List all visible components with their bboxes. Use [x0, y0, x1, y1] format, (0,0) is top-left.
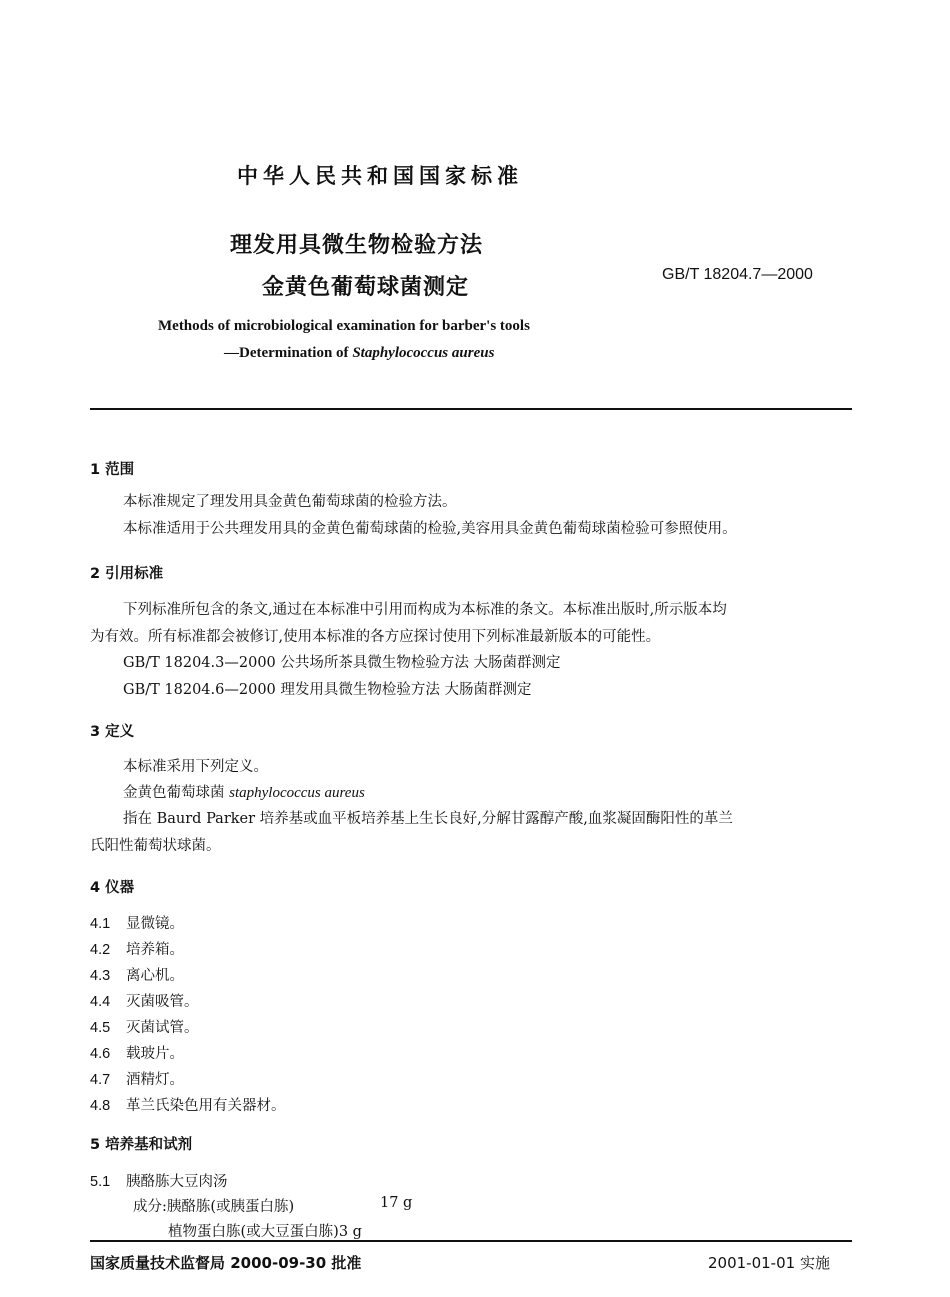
section-3-heading: 3 定义: [90, 724, 135, 740]
instrument-item: [90, 912, 184, 933]
national-standard-title: 中华人民共和国国家标准: [237, 164, 523, 188]
instrument-item: [90, 938, 184, 959]
section-2-paragraph-line2: 为有效。所有标准都会被修订,使用本标准的各方应探讨使用下列标准最新版本的可能性。: [90, 629, 661, 645]
instrument-item: [90, 990, 199, 1011]
approval-date: 国家质量技术监督局 2000-09-30 批准: [90, 1254, 362, 1272]
instrument-text: 酒精灯。: [126, 1072, 184, 1088]
instrument-text: 灭菌试管。: [126, 1020, 199, 1036]
instrument-number: 4.2: [90, 942, 111, 958]
term-line: [123, 781, 365, 802]
instrument-text: 培养箱。: [126, 942, 184, 958]
reference-1: GB/T 18204.3—2000 公共场所茶具微生物检验方法 大肠菌群测定: [123, 655, 561, 671]
instrument-text: 载玻片。: [126, 1046, 184, 1062]
instrument-item: [90, 1094, 286, 1115]
term-chinese: 金黄色葡萄球菌: [123, 785, 230, 801]
instrument-item: [90, 1068, 184, 1089]
section-1-heading: 1 范围: [90, 462, 135, 478]
header-rule: [90, 408, 852, 410]
reference-2: GB/T 18204.6—2000 理发用具微生物检验方法 大肠菌群测定: [123, 682, 532, 698]
instrument-item: [90, 1042, 184, 1063]
section-1-paragraph-1: 本标准规定了理发用具金黄色葡萄球菌的检验方法。: [123, 494, 457, 510]
component-2-amount: 3 g: [338, 1224, 362, 1240]
section-5-heading: 5 培养基和试剂: [90, 1137, 193, 1153]
instrument-text: 离心机。: [126, 968, 184, 984]
section-4-heading: 4 仪器: [90, 880, 135, 896]
document-title-line1: 理发用具微生物检验方法: [230, 233, 484, 258]
instrument-text: 灭菌吸管。: [126, 994, 199, 1010]
standard-number: GB/T 18204.7—2000: [662, 266, 813, 283]
section-2-heading: 2 引用标准: [90, 566, 164, 582]
section-3-paragraph-1: 本标准采用下列定义。: [123, 759, 268, 775]
implementation-date: 2001-01-01 实施: [708, 1254, 830, 1272]
component-2: [168, 1220, 362, 1241]
instrument-number: 4.8: [90, 1098, 111, 1114]
instrument-number: 4.4: [90, 994, 111, 1010]
instrument-item: [90, 1016, 199, 1037]
component-2-label: 植物蛋白胨(或大豆蛋白胨): [168, 1224, 339, 1240]
footer-rule: [90, 1240, 852, 1242]
component-1-amount: 17 g: [380, 1195, 413, 1211]
term-latin: staphylococcus aureus: [229, 785, 365, 801]
english-title-line2: [224, 345, 494, 362]
instrument-number: 4.6: [90, 1046, 111, 1062]
subsection-5-1: [90, 1170, 228, 1191]
instrument-text: 革兰氏染色用有关器材。: [126, 1098, 286, 1114]
instrument-number: 4.7: [90, 1072, 111, 1088]
definition-line2: 氏阳性葡萄状球菌。: [90, 838, 221, 854]
definition-line1: 指在 Baurd Parker 培养基或血平板培养基上生长良好,分解甘露醇产酸,血浆凝固酶阳性的革兰: [123, 811, 733, 827]
english-title-line1: Methods of microbiological examination for barber's tools: [158, 318, 530, 334]
english-title-prefix: —Determination of: [224, 345, 353, 361]
instrument-number: 4.5: [90, 1020, 111, 1036]
instrument-number: 4.3: [90, 968, 111, 984]
subsection-title: 胰酪胨大豆肉汤: [126, 1174, 228, 1190]
instrument-item: [90, 964, 184, 985]
english-title-species: Staphylococcus aureus: [352, 345, 495, 361]
instrument-text: 显微镜。: [126, 916, 184, 932]
component-1-label: 成分:胰酪胨(或胰蛋白胨): [133, 1199, 295, 1215]
document-title-line2: 金黄色葡萄球菌测定: [262, 275, 470, 300]
subsection-number: 5.1: [90, 1174, 111, 1190]
section-1-paragraph-2: 本标准适用于公共理发用具的金黄色葡萄球菌的检验,美容用具金黄色葡萄球菌检验可参照使用。: [123, 521, 737, 537]
section-2-paragraph-line1: 下列标准所包含的条文,通过在本标准中引用而构成为本标准的条文。本标准出版时,所示版本均: [123, 602, 727, 618]
instrument-number: 4.1: [90, 916, 111, 932]
